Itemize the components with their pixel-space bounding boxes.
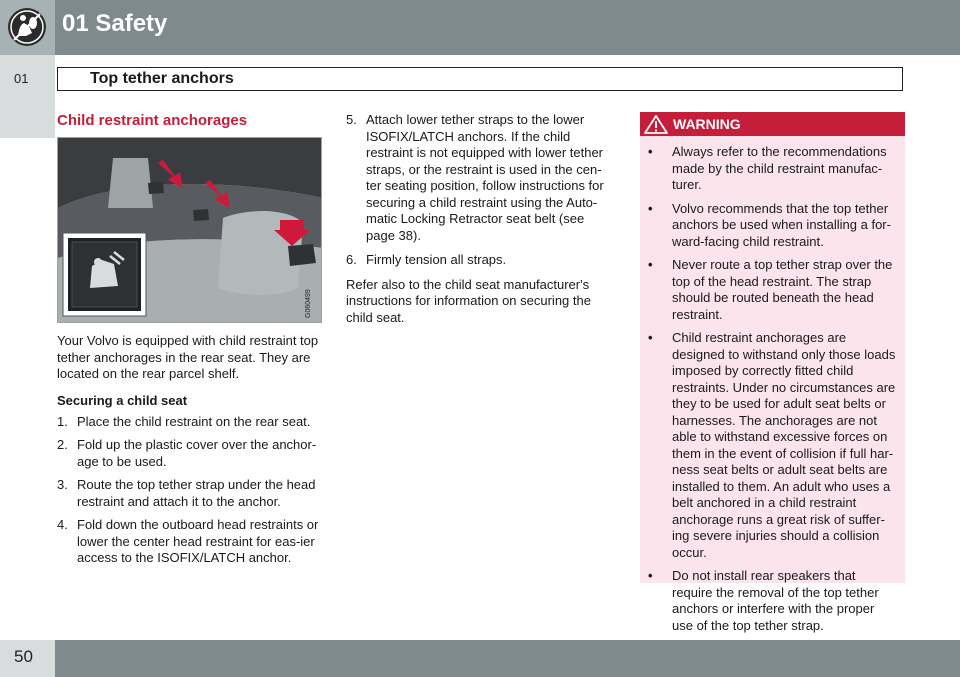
list-item: 3. Route the top tether strap under the head restraint and attach it to the anchor. bbox=[57, 477, 316, 509]
warning-title: WARNING bbox=[673, 116, 741, 132]
list-item: • Volvo recommends that the top tether anchors be used when installing a for-ward-facing child restraint. bbox=[648, 200, 891, 249]
side-tab bbox=[0, 55, 55, 138]
list-item: 1. Place the child restraint on the rear seat. bbox=[57, 413, 311, 429]
page-number: 50 bbox=[14, 647, 33, 666]
list-item: 4. Fold down the outboard head restraints or lower the center head restraint for eas-ier access to the ISOFIX/LATCH anchor. bbox=[57, 517, 319, 565]
anchorage-illustration bbox=[57, 137, 322, 323]
list-item: • Never route a top tether strap over the top of the head restraint. The strap should be routed beneath the head restraint. bbox=[648, 257, 893, 322]
page-number-box bbox=[0, 640, 55, 677]
side-tab-label: 01 bbox=[14, 71, 29, 86]
section-title: Top tether anchors bbox=[90, 70, 234, 87]
securing-heading: Securing a child seat bbox=[57, 392, 188, 408]
list-item: • Always refer to the recommendations made by the child restraint manufac-turer. bbox=[648, 144, 887, 192]
warning-box bbox=[640, 112, 905, 633]
list-item: • Do not install rear speakers that require the removal of the top tether anchors or interfere with the proper use of the top tether strap. bbox=[648, 568, 879, 633]
steps-list-right bbox=[346, 112, 614, 269]
subsection-title: Child restraint anchorages bbox=[57, 112, 248, 129]
warning-triangle-icon bbox=[644, 115, 668, 134]
section-header bbox=[57, 67, 903, 91]
intro-text: Your Volvo is equipped with child restraint top tether anchorages in the rear seat. They are located on the rear parcel shelf. bbox=[57, 333, 319, 381]
chapter-title: 01 Safety bbox=[62, 10, 168, 37]
list-item: 5. Attach lower tether straps to the lower ISOFIX/LATCH anchors. If the child restraint is not equipped with lower tether straps, or the restraint is used in the cen-ter seating position, follow instructions for securing a child restraint using the Auto-matic Locking Retractor seat belt (see page 38). bbox=[346, 112, 604, 243]
column-left bbox=[57, 112, 322, 574]
column-middle bbox=[346, 112, 614, 326]
refer-text: Refer also to the child seat manufacturer's instructions for information on securing the child seat. bbox=[346, 276, 591, 325]
warning-header bbox=[640, 112, 905, 136]
steps-list-left bbox=[57, 414, 322, 567]
list-item: 2. Fold up the plastic cover over the anchor-age to be used. bbox=[57, 437, 317, 469]
airbag-occupant-icon bbox=[6, 6, 48, 48]
warning-list bbox=[640, 144, 905, 634]
footer-bar bbox=[0, 640, 960, 677]
list-item: • Child restraint anchorages are designed to withstand only those loads imposed by correctly fitted child restraints. Under no circumstances are they to be used for adult seat belts or harnesses. The anchorages are not able to withstand excessive forces on them in the event of collision if full har-ness seat belts or adult seat belts are installed to them. An adult who uses a belt anchored in a child restraint anchorage runs a great risk of suffer-ing severe injuries should a collision occur. bbox=[648, 330, 896, 560]
list-item: 6. Firmly tension all straps. bbox=[346, 252, 507, 267]
chapter-logo bbox=[0, 0, 55, 55]
figure-code: G060499 bbox=[305, 289, 312, 318]
